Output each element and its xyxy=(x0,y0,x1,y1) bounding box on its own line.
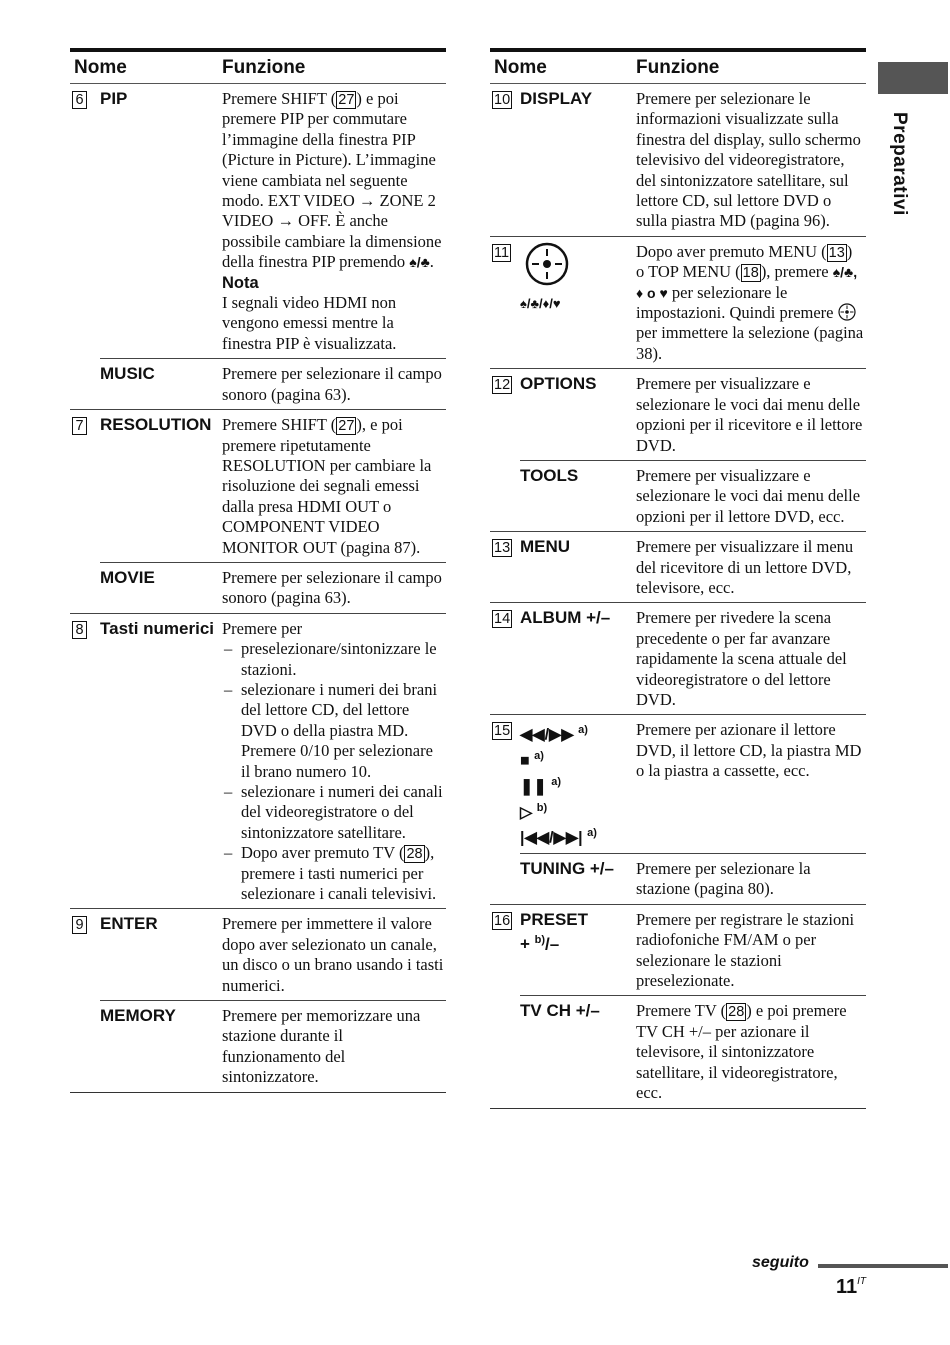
item-number-box: 10 xyxy=(494,92,511,108)
up-down-arrow-icon: ♠/♣ xyxy=(409,254,430,271)
item-number-box: 15 xyxy=(494,723,511,740)
list-item: – Dopo aver premuto TV ( 28 ), premere i tasti numerici per selezionare i canali televisivi. xyxy=(222,843,444,904)
item-name: Tasti numerici xyxy=(100,613,222,909)
page-ref-box: 13 xyxy=(828,244,845,261)
continued-label: seguito xyxy=(752,1254,809,1271)
item-name: ENTER xyxy=(100,909,222,1001)
item-function: Premere per immettere il valore dopo aver selezionato un canale, un disco o un brano usando i tasti numerici. xyxy=(222,909,446,1001)
item-function: Premere per memorizzare una stazione durante il funzionamento del sintonizzatore. xyxy=(222,1001,446,1093)
left-table xyxy=(70,48,446,1093)
table-row xyxy=(70,410,446,563)
item-name: TUNING +/– xyxy=(520,854,636,905)
table-row xyxy=(490,715,866,854)
item-name: OPTIONS xyxy=(520,369,636,461)
section-tab-bar xyxy=(878,62,948,94)
table-row xyxy=(490,460,866,531)
arrow-keys-icon: ♠/♣/♦/♥ xyxy=(520,296,561,312)
list-item: – selezionare i numeri dei brani del lettore CD, del lettore DVD o della piastra MD. Premere 0/10 per selezionare il brano numero 10. xyxy=(222,680,444,782)
right-column xyxy=(490,48,866,1109)
continued-rule xyxy=(818,1264,948,1268)
right-table xyxy=(490,48,866,1109)
stop-icon: ■ xyxy=(520,752,530,770)
item-name: PRESET + $^{b)}$/– xyxy=(520,904,636,996)
item-number-box: 8 xyxy=(72,621,87,639)
note-heading: Nota xyxy=(222,273,259,292)
page-ref-box: 18 xyxy=(742,265,759,282)
table-row xyxy=(70,909,446,1001)
page-ref-box: 27 xyxy=(338,418,355,435)
item-number-box: 13 xyxy=(494,540,511,557)
item-name: MEMORY xyxy=(100,1001,222,1093)
rewind-fastforward-icon: ◀◀/▶▶ xyxy=(520,726,574,744)
item-number-box: 16 xyxy=(494,912,511,929)
item-function: Premere per registrare le stazioni radiofoniche FM/AM o per selezionare le stazioni preselezionate. xyxy=(636,904,866,996)
table-row xyxy=(490,603,866,715)
table-row xyxy=(70,359,446,410)
item-name: MOVIE xyxy=(100,562,222,613)
list-item: – selezionare i numeri dei canali del videoregistratore o del sintonizzatore satellitare. xyxy=(222,782,444,843)
item-name: MUSIC xyxy=(100,359,222,410)
item-number-box: 7 xyxy=(72,417,87,435)
item-function: Premere per visualizzare il menu del ricevitore di un lettore DVD, televisore, ecc. xyxy=(636,532,866,603)
page-ref-box: 28 xyxy=(406,846,423,863)
left-column xyxy=(70,48,446,1093)
dash-list xyxy=(222,639,444,904)
col-header-funzione: Funzione xyxy=(636,50,866,84)
item-name: ALBUM +/– xyxy=(520,603,636,715)
table-row xyxy=(70,562,446,613)
table-row xyxy=(490,904,866,996)
item-name: RESOLUTION xyxy=(100,410,222,563)
item-function: Premere per visualizzare e selezionare le voci dai menu delle opzioni per il ricevitore e il lettore DVD. xyxy=(636,369,866,461)
table-row xyxy=(70,613,446,909)
item-number-box: 14 xyxy=(494,611,511,628)
item-function: Premere per selezionare la stazione (pagina 80). xyxy=(636,854,866,905)
page-ref-box: 27 xyxy=(338,92,355,108)
item-function: Premere per azionare il lettore DVD, il lettore CD, la piastra MD o la piastra a cassette, ecc. xyxy=(636,715,866,854)
col-header-nome: Nome xyxy=(70,50,222,84)
item-function: Dopo aver premuto MENU ( 13 ) o TOP MENU ( 18 ), premere ♠/♣, ♦ o ♥ per selezionare le impostazioni. Quindi premere per immettere la selezione (pagina 38). xyxy=(636,236,866,368)
section-label: Preparativi xyxy=(889,112,910,216)
pause-icon: ❚❚ xyxy=(520,778,547,796)
item-function: Premere per rivedere la scena precedente o per far avanzare rapidamente la scena attuale del videoregistratore o del lettore DVD. xyxy=(636,603,866,715)
note-text: I segnali video HDMI non vengono emessi mentre la finestra PIP è visualizzata. xyxy=(222,293,397,353)
item-number-box: 12 xyxy=(494,377,511,394)
item-name: ◀◀/▶▶ $^{a)}$ ■ $^{a)}$ ❚❚ $^{a)}$ ▷ $^{b)}$ |◀◀/▶▶| $^{a)}$ xyxy=(520,715,636,854)
table-row xyxy=(490,532,866,603)
play-icon: ▷ xyxy=(520,803,533,821)
arrow-keys-icon: ♠/♣, ♦ o ♥ xyxy=(636,264,858,301)
table-row xyxy=(70,1001,446,1093)
item-function: Premere SHIFT ( 27 ) e poi premere PIP per commutare l’immagine della finestra PIP (Picture in Picture). L’immagine viene cambiata nel seguente modo. EXT VIDEO → ZONE 2 VIDEO → OFF. È anche possibile cambiare la dimensione della finestra PIP premendo ♠/♣. Nota I segnali video HDMI non vengono emessi mentre la finestra PIP è visualizzata. xyxy=(222,89,442,353)
item-function: Premere TV ( 28 ) e poi premere TV CH +/– per azionare il televisore, il sintonizzatore satellitare, il videoregistratore, ecc. xyxy=(636,996,866,1108)
item-number-box: 6 xyxy=(72,91,87,109)
item-function: Premere per selezionare le informazioni visualizzate sulla finestra del display, sullo schermo televisivo del videoregistratore, del sintonizzatore satellitare, sul lettore CD, sul lettore DVD o sulla piastra MD (pagina 96). xyxy=(636,89,861,231)
item-function: Premere SHIFT ( 27 ), e poi premere ripetutamente RESOLUTION per cambiare la risoluzione dei segnali emessi dalla presa HDMI OUT o COMPONENT VIDEO MONITOR OUT (pagina 87). xyxy=(222,410,446,563)
table-row xyxy=(70,84,446,359)
enter-circle-icon xyxy=(838,303,856,321)
table-row xyxy=(490,236,866,368)
item-number-box: 9 xyxy=(72,916,87,934)
page-ref-box: 28 xyxy=(728,1004,745,1021)
item-number-box: 11 xyxy=(494,244,510,261)
cursor-enter-icon xyxy=(524,241,570,287)
page-number: $11^{IT}$ xyxy=(836,1276,867,1298)
item-name: PIP xyxy=(100,89,128,108)
item-name: MENU xyxy=(520,532,636,603)
table-row xyxy=(490,996,866,1108)
col-header-nome: Nome xyxy=(490,50,636,84)
item-function: Premere per selezionare il campo sonoro (pagina 63). xyxy=(222,359,446,410)
item-function: Premere per – preselezionare/sintonizzare le stazioni. – selezionare i numeri dei brani del lettore CD, del lettore DVD o della piastra MD. Premere 0/10 per selezionare il brano numero 10. – selezionare i numeri dei canali del videoregistratore o del sintonizzatore satellitare. – Dopo aver premuto TV ( 28 ), premere i tasti numerici per selezionare i canali televisivi. xyxy=(222,613,446,909)
col-header-funzione: Funzione xyxy=(222,50,446,84)
table-row xyxy=(490,84,866,237)
item-function: Premere per selezionare il campo sonoro (pagina 63). xyxy=(222,562,446,613)
item-name: TOOLS xyxy=(520,460,636,531)
item-name xyxy=(520,236,636,368)
item-name: TV CH +/– xyxy=(520,996,636,1108)
skip-prev-next-icon: |◀◀/▶▶| xyxy=(520,829,583,847)
item-function: Premere per visualizzare e selezionare le voci dai menu delle opzioni per il lettore DVD, ecc. xyxy=(636,460,866,531)
item-name: DISPLAY xyxy=(520,89,593,108)
table-row xyxy=(490,369,866,461)
table-row xyxy=(490,854,866,905)
list-item: – preselezionare/sintonizzare le stazioni. xyxy=(222,639,444,680)
